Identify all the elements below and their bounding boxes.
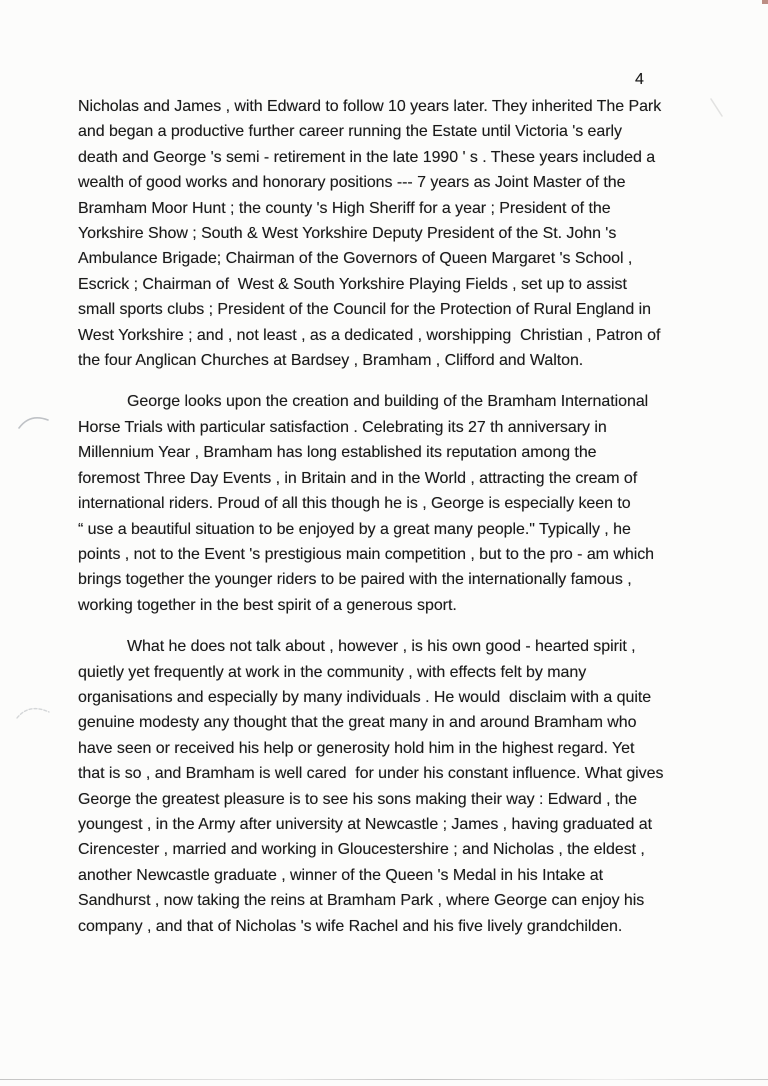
text-line: George looks upon the creation and building of the Bramham International (127, 393, 649, 411)
text-line: genuine modesty any thought that the great many in and around Bramham who (78, 714, 637, 732)
text-line: and began a productive further career running the Estate until Victoria 's early (78, 123, 622, 141)
text-line: that is so , and Bramham is well cared for under his constant influence. What gives (78, 765, 664, 783)
text-line: death and George 's semi - retirement in the late 1990 ' s . These years included a (78, 148, 656, 166)
document-body (78, 94, 728, 939)
text-line: company , and that of Nicholas 's wife Rachel and his five lively grandchilden. (78, 917, 623, 935)
text-line: Horse Trials with particular satisfaction . Celebrating its 27 th anniversary in (78, 418, 607, 436)
scan-edge-line (0, 1079, 768, 1080)
text-line: another Newcastle graduate , winner of the Queen 's Medal in his Intake at (78, 866, 603, 884)
text-line: wealth of good works and honorary positions --- 7 years as Joint Master of the (78, 174, 626, 192)
text-line: international riders. Proud of all this though he is , George is especially keen to (78, 495, 631, 513)
text-line: Cirencester , married and working in Gloucestershire ; and Nicholas , the eldest , (78, 841, 645, 859)
text-line: Escrick ; Chairman of West & South Yorkshire Playing Fields , set up to assist (78, 275, 627, 293)
paragraph (78, 94, 728, 373)
page-number: 4 (635, 71, 644, 88)
paragraph (78, 634, 728, 939)
paragraph (78, 389, 728, 618)
text-line: Yorkshire Show ; South & West Yorkshire Deputy President of the St. John 's (78, 225, 617, 243)
text-line: Ambulance Brigade; Chairman of the Governors of Queen Margaret 's School , (78, 250, 633, 268)
text-line: What he does not talk about , however , is his own good - hearted spirit , (127, 638, 636, 656)
text-line: working together in the best spirit of a generous sport. (78, 596, 457, 614)
pen-arc-mark-icon (16, 411, 58, 435)
pen-arc-mark-icon (13, 700, 61, 726)
scan-corner-mark (762, 0, 768, 4)
text-line: “ use a beautiful situation to be enjoyed by a great many people." Typically , he (78, 520, 631, 538)
text-line: organisations and especially by many individuals . He would disclaim with a quite (78, 688, 652, 706)
text-line: Sandhurst , now taking the reins at Bramham Park , where George can enjoy his (78, 892, 645, 910)
text-line: quietly yet frequently at work in the community , with effects felt by many (78, 663, 587, 681)
scan-smudge-icon (708, 97, 726, 119)
text-line: George the greatest pleasure is to see his sons making their way : Edward , the (78, 790, 638, 808)
text-line: have seen or received his help or generosity hold him in the highest regard. Yet (78, 739, 635, 757)
text-line: small sports clubs ; President of the Council for the Protection of Rural England in (78, 301, 651, 319)
text-line: points , not to the Event 's prestigious main competition , but to the pro - am which (78, 545, 654, 563)
text-line: the four Anglican Churches at Bardsey , Bramham , Clifford and Walton. (78, 352, 584, 370)
text-line: youngest , in the Army after university at Newcastle ; James , having graduated at (78, 815, 652, 833)
text-line: Millennium Year , Bramham has long established its reputation among the (78, 444, 597, 462)
text-line: brings together the younger riders to be paired with the internationally famous , (78, 571, 632, 589)
text-line: Nicholas and James , with Edward to follow 10 years later. They inherited The Park (78, 98, 662, 115)
text-line: Bramham Moor Hunt ; the county 's High Sheriff for a year ; President of the (78, 199, 611, 217)
text-line: West Yorkshire ; and , not least , as a dedicated , worshipping Christian , Patron of (78, 326, 661, 344)
text-line: foremost Three Day Events , in Britain and in the World , attracting the cream of (78, 469, 638, 487)
